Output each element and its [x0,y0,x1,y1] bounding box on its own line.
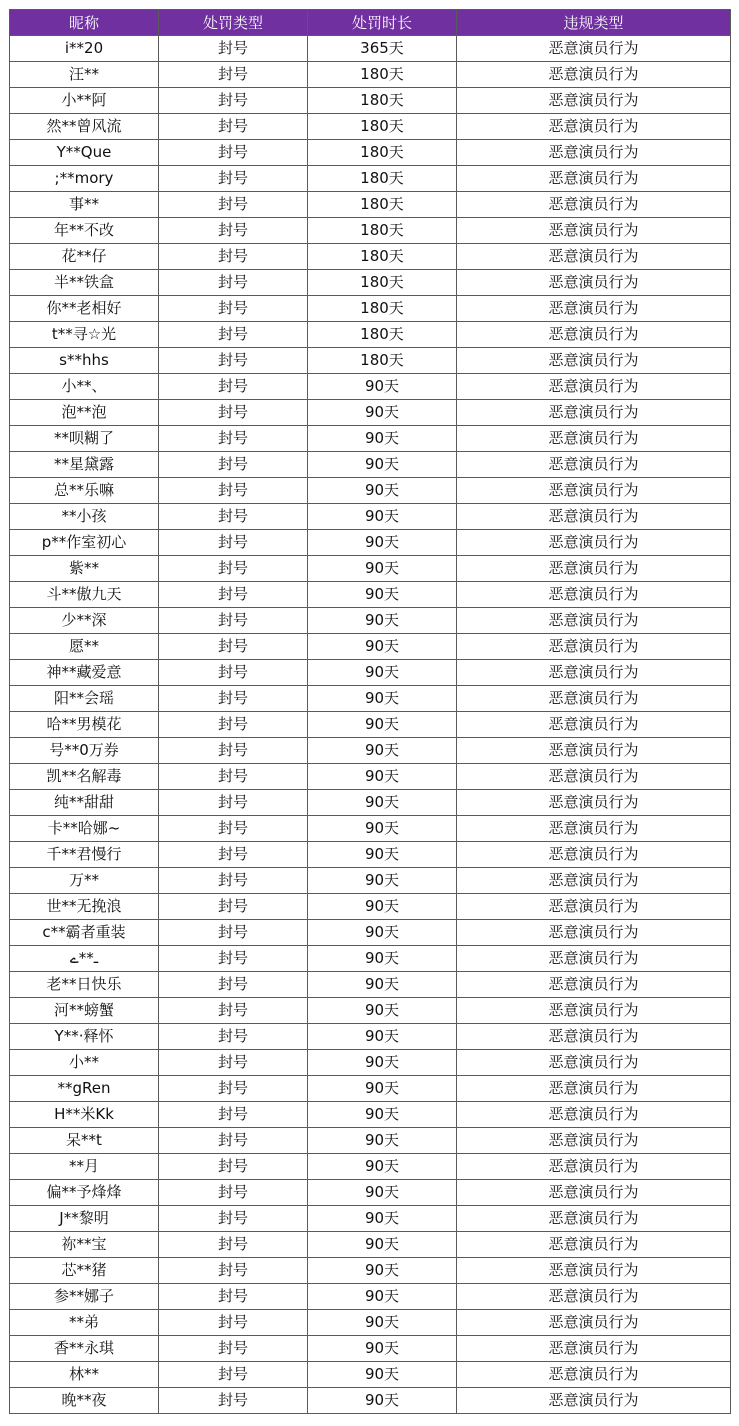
table-row [10,1154,731,1180]
cell-penalty-duration: 90天 [308,556,457,582]
cell-penalty-type: 封号 [159,1336,308,1362]
cell-nickname: Y**Que [10,140,159,166]
cell-nickname: 小**阿 [10,88,159,114]
cell-penalty-duration: 180天 [308,218,457,244]
table-row [10,296,731,322]
cell-penalty-duration: 90天 [308,764,457,790]
cell-penalty-type: 封号 [159,530,308,556]
cell-nickname: 世**无挽浪 [10,894,159,920]
table-row [10,218,731,244]
cell-nickname: **小孩 [10,504,159,530]
table-row [10,1362,731,1388]
table-row [10,348,731,374]
cell-nickname: ـ**ے [10,946,159,972]
cell-penalty-type: 封号 [159,868,308,894]
cell-nickname: 河**螃蟹 [10,998,159,1024]
cell-penalty-duration: 90天 [308,530,457,556]
table-body [10,36,731,1414]
cell-penalty-type: 封号 [159,374,308,400]
table-row [10,608,731,634]
cell-penalty-duration: 90天 [308,894,457,920]
cell-penalty-type: 封号 [159,556,308,582]
cell-nickname: 汪** [10,62,159,88]
cell-penalty-type: 封号 [159,192,308,218]
cell-nickname: 阳**会瑶 [10,686,159,712]
cell-penalty-type: 封号 [159,1206,308,1232]
cell-penalty-duration: 90天 [308,426,457,452]
cell-penalty-duration: 90天 [308,972,457,998]
cell-penalty-duration: 90天 [308,920,457,946]
cell-penalty-duration: 180天 [308,166,457,192]
table-row [10,1310,731,1336]
cell-violation-type: 恶意演员行为 [457,504,731,530]
table-row [10,270,731,296]
cell-penalty-duration: 90天 [308,608,457,634]
cell-violation-type: 恶意演员行为 [457,998,731,1024]
table-row [10,114,731,140]
cell-penalty-type: 封号 [159,1284,308,1310]
cell-penalty-type: 封号 [159,608,308,634]
cell-violation-type: 恶意演员行为 [457,218,731,244]
cell-penalty-duration: 90天 [308,1388,457,1414]
cell-penalty-type: 封号 [159,1128,308,1154]
cell-penalty-type: 封号 [159,790,308,816]
cell-violation-type: 恶意演员行为 [457,452,731,478]
cell-violation-type: 恶意演员行为 [457,842,731,868]
cell-violation-type: 恶意演员行为 [457,36,731,62]
table-row [10,400,731,426]
cell-nickname: 号**0万券 [10,738,159,764]
cell-penalty-duration: 180天 [308,62,457,88]
cell-violation-type: 恶意演员行为 [457,114,731,140]
cell-penalty-duration: 180天 [308,114,457,140]
cell-nickname: 万** [10,868,159,894]
cell-nickname: 祢**宝 [10,1232,159,1258]
cell-nickname: **星黛露 [10,452,159,478]
cell-penalty-duration: 90天 [308,1180,457,1206]
cell-penalty-duration: 90天 [308,998,457,1024]
cell-penalty-duration: 90天 [308,478,457,504]
cell-penalty-type: 封号 [159,296,308,322]
cell-nickname: 林** [10,1362,159,1388]
table-row [10,426,731,452]
cell-violation-type: 恶意演员行为 [457,374,731,400]
cell-violation-type: 恶意演员行为 [457,816,731,842]
cell-violation-type: 恶意演员行为 [457,1128,731,1154]
cell-nickname: **月 [10,1154,159,1180]
table-row [10,712,731,738]
cell-nickname: 半**铁盒 [10,270,159,296]
cell-penalty-duration: 90天 [308,712,457,738]
cell-penalty-type: 封号 [159,946,308,972]
cell-penalty-duration: 90天 [308,686,457,712]
table-row [10,1076,731,1102]
cell-nickname: 芯**猪 [10,1258,159,1284]
cell-nickname: 老**日快乐 [10,972,159,998]
table-row [10,1232,731,1258]
cell-violation-type: 恶意演员行为 [457,686,731,712]
cell-penalty-duration: 90天 [308,1154,457,1180]
cell-penalty-duration: 90天 [308,1258,457,1284]
cell-penalty-duration: 90天 [308,842,457,868]
cell-violation-type: 恶意演员行为 [457,1336,731,1362]
cell-penalty-duration: 90天 [308,1128,457,1154]
cell-penalty-duration: 90天 [308,1232,457,1258]
cell-violation-type: 恶意演员行为 [457,660,731,686]
cell-penalty-type: 封号 [159,478,308,504]
cell-penalty-type: 封号 [159,1102,308,1128]
cell-penalty-type: 封号 [159,348,308,374]
cell-penalty-type: 封号 [159,920,308,946]
cell-penalty-type: 封号 [159,36,308,62]
cell-nickname: p**作室初心 [10,530,159,556]
cell-penalty-duration: 90天 [308,816,457,842]
cell-violation-type: 恶意演员行为 [457,946,731,972]
cell-nickname: 卡**哈娜~ [10,816,159,842]
table-row [10,1336,731,1362]
cell-violation-type: 恶意演员行为 [457,192,731,218]
cell-violation-type: 恶意演员行为 [457,322,731,348]
cell-penalty-duration: 90天 [308,660,457,686]
table-row [10,790,731,816]
cell-nickname: 愿** [10,634,159,660]
table-row [10,374,731,400]
cell-penalty-type: 封号 [159,114,308,140]
cell-nickname: 香**永琪 [10,1336,159,1362]
cell-violation-type: 恶意演员行为 [457,1258,731,1284]
cell-penalty-type: 封号 [159,894,308,920]
table-row [10,556,731,582]
table-row [10,894,731,920]
table-row [10,582,731,608]
table-row [10,140,731,166]
cell-penalty-type: 封号 [159,1050,308,1076]
cell-nickname: 泡**泡 [10,400,159,426]
cell-violation-type: 恶意演员行为 [457,1362,731,1388]
cell-violation-type: 恶意演员行为 [457,556,731,582]
cell-penalty-duration: 180天 [308,192,457,218]
cell-penalty-duration: 180天 [308,140,457,166]
cell-violation-type: 恶意演员行为 [457,894,731,920]
header-violation-type: 违规类型 [457,10,731,36]
cell-violation-type: 恶意演员行为 [457,764,731,790]
cell-violation-type: 恶意演员行为 [457,1180,731,1206]
cell-penalty-type: 封号 [159,88,308,114]
cell-nickname: 哈**男模花 [10,712,159,738]
table-row [10,816,731,842]
cell-penalty-duration: 90天 [308,504,457,530]
table-row [10,634,731,660]
cell-nickname: i**20 [10,36,159,62]
cell-violation-type: 恶意演员行为 [457,634,731,660]
cell-nickname: 偏**予烽烽 [10,1180,159,1206]
header-row [10,10,731,36]
cell-violation-type: 恶意演员行为 [457,478,731,504]
cell-penalty-duration: 90天 [308,374,457,400]
table-row [10,166,731,192]
cell-penalty-duration: 90天 [308,634,457,660]
cell-violation-type: 恶意演员行为 [457,400,731,426]
table-row [10,1284,731,1310]
cell-violation-type: 恶意演员行为 [457,1232,731,1258]
cell-violation-type: 恶意演员行为 [457,1102,731,1128]
table-row [10,920,731,946]
cell-nickname: Y**·释怀 [10,1024,159,1050]
cell-penalty-duration: 365天 [308,36,457,62]
cell-penalty-duration: 90天 [308,1284,457,1310]
cell-penalty-type: 封号 [159,660,308,686]
cell-penalty-duration: 90天 [308,1076,457,1102]
cell-nickname: 总**乐嘛 [10,478,159,504]
cell-penalty-duration: 90天 [308,400,457,426]
cell-violation-type: 恶意演员行为 [457,62,731,88]
table-row [10,88,731,114]
table-row [10,868,731,894]
cell-penalty-duration: 90天 [308,452,457,478]
header-penalty-type: 处罚类型 [159,10,308,36]
cell-penalty-duration: 90天 [308,1206,457,1232]
cell-penalty-duration: 180天 [308,270,457,296]
cell-penalty-type: 封号 [159,62,308,88]
cell-violation-type: 恶意演员行为 [457,270,731,296]
cell-penalty-type: 封号 [159,738,308,764]
table-row [10,1050,731,1076]
cell-penalty-type: 封号 [159,426,308,452]
cell-violation-type: 恶意演员行为 [457,140,731,166]
cell-nickname: 花**仔 [10,244,159,270]
table-row [10,1258,731,1284]
table-row [10,1102,731,1128]
cell-violation-type: 恶意演员行为 [457,1050,731,1076]
cell-violation-type: 恶意演员行为 [457,1388,731,1414]
cell-violation-type: 恶意演员行为 [457,712,731,738]
cell-nickname: 千**君慢行 [10,842,159,868]
cell-penalty-duration: 90天 [308,868,457,894]
cell-violation-type: 恶意演员行为 [457,608,731,634]
table-row [10,842,731,868]
header-penalty-duration: 处罚时长 [308,10,457,36]
cell-penalty-type: 封号 [159,270,308,296]
cell-penalty-type: 封号 [159,1258,308,1284]
cell-penalty-duration: 90天 [308,1336,457,1362]
cell-penalty-type: 封号 [159,452,308,478]
cell-penalty-duration: 90天 [308,790,457,816]
cell-penalty-type: 封号 [159,998,308,1024]
table-row [10,660,731,686]
cell-penalty-type: 封号 [159,504,308,530]
cell-penalty-duration: 180天 [308,296,457,322]
cell-nickname: 年**不改 [10,218,159,244]
cell-penalty-type: 封号 [159,140,308,166]
cell-penalty-type: 封号 [159,244,308,270]
table-row [10,738,731,764]
cell-violation-type: 恶意演员行为 [457,88,731,114]
cell-penalty-type: 封号 [159,712,308,738]
table-row [10,1024,731,1050]
cell-penalty-duration: 90天 [308,1102,457,1128]
cell-nickname: 紫** [10,556,159,582]
cell-penalty-type: 封号 [159,634,308,660]
table-row [10,998,731,1024]
cell-nickname: **gRen [10,1076,159,1102]
cell-penalty-type: 封号 [159,686,308,712]
cell-violation-type: 恶意演员行为 [457,582,731,608]
cell-penalty-type: 封号 [159,1180,308,1206]
table-row [10,452,731,478]
cell-penalty-type: 封号 [159,816,308,842]
table-row [10,764,731,790]
cell-penalty-type: 封号 [159,322,308,348]
cell-penalty-duration: 90天 [308,1362,457,1388]
table-row [10,1180,731,1206]
cell-penalty-type: 封号 [159,1232,308,1258]
cell-penalty-duration: 90天 [308,946,457,972]
table-row [10,504,731,530]
cell-violation-type: 恶意演员行为 [457,1310,731,1336]
cell-nickname: 晚**夜 [10,1388,159,1414]
cell-penalty-duration: 180天 [308,88,457,114]
cell-penalty-type: 封号 [159,1362,308,1388]
cell-violation-type: 恶意演员行为 [457,1284,731,1310]
cell-penalty-duration: 180天 [308,322,457,348]
cell-violation-type: 恶意演员行为 [457,1076,731,1102]
cell-nickname: 少**深 [10,608,159,634]
cell-violation-type: 恶意演员行为 [457,868,731,894]
cell-nickname: 纯**甜甜 [10,790,159,816]
cell-penalty-duration: 180天 [308,244,457,270]
cell-penalty-type: 封号 [159,972,308,998]
cell-nickname: 你**老相好 [10,296,159,322]
cell-violation-type: 恶意演员行为 [457,296,731,322]
cell-nickname: t**寻☆光 [10,322,159,348]
cell-violation-type: 恶意演员行为 [457,1024,731,1050]
cell-violation-type: 恶意演员行为 [457,1154,731,1180]
table-row [10,62,731,88]
cell-nickname: **弟 [10,1310,159,1336]
table-row [10,36,731,62]
cell-nickname: 凯**名解毒 [10,764,159,790]
table-row [10,192,731,218]
table-row [10,244,731,270]
cell-nickname: 事** [10,192,159,218]
cell-penalty-duration: 90天 [308,582,457,608]
cell-penalty-type: 封号 [159,764,308,790]
penalty-table [9,9,731,1414]
cell-penalty-type: 封号 [159,1076,308,1102]
cell-nickname: c**霸者重装 [10,920,159,946]
cell-penalty-type: 封号 [159,166,308,192]
cell-penalty-type: 封号 [159,1310,308,1336]
cell-penalty-type: 封号 [159,400,308,426]
cell-violation-type: 恶意演员行为 [457,790,731,816]
cell-nickname: 小** [10,1050,159,1076]
cell-penalty-type: 封号 [159,1154,308,1180]
cell-nickname: J**黎明 [10,1206,159,1232]
table-row [10,530,731,556]
cell-penalty-type: 封号 [159,1024,308,1050]
cell-violation-type: 恶意演员行为 [457,738,731,764]
cell-penalty-duration: 90天 [308,738,457,764]
cell-violation-type: 恶意演员行为 [457,244,731,270]
cell-nickname: H**米Kk [10,1102,159,1128]
cell-penalty-type: 封号 [159,218,308,244]
cell-nickname: ;**mory [10,166,159,192]
cell-nickname: **呗糊了 [10,426,159,452]
cell-nickname: 神**藏爱意 [10,660,159,686]
cell-violation-type: 恶意演员行为 [457,426,731,452]
table-row [10,972,731,998]
cell-violation-type: 恶意演员行为 [457,530,731,556]
cell-penalty-duration: 90天 [308,1050,457,1076]
table-row [10,1128,731,1154]
cell-penalty-duration: 180天 [308,348,457,374]
cell-penalty-type: 封号 [159,582,308,608]
cell-penalty-type: 封号 [159,842,308,868]
table-row [10,686,731,712]
cell-violation-type: 恶意演员行为 [457,920,731,946]
cell-penalty-type: 封号 [159,1388,308,1414]
cell-nickname: 小**、 [10,374,159,400]
table-row [10,1388,731,1414]
header-nickname: 昵称 [10,10,159,36]
cell-nickname: 参**娜子 [10,1284,159,1310]
cell-penalty-duration: 90天 [308,1024,457,1050]
cell-penalty-duration: 90天 [308,1310,457,1336]
cell-violation-type: 恶意演员行为 [457,1206,731,1232]
cell-nickname: 呆**t [10,1128,159,1154]
table-row [10,946,731,972]
cell-nickname: 斗**傲九天 [10,582,159,608]
cell-nickname: 然**曾风流 [10,114,159,140]
table-row [10,322,731,348]
table-row [10,478,731,504]
cell-violation-type: 恶意演员行为 [457,972,731,998]
cell-violation-type: 恶意演员行为 [457,348,731,374]
cell-nickname: s**hhs [10,348,159,374]
cell-violation-type: 恶意演员行为 [457,166,731,192]
table-row [10,1206,731,1232]
